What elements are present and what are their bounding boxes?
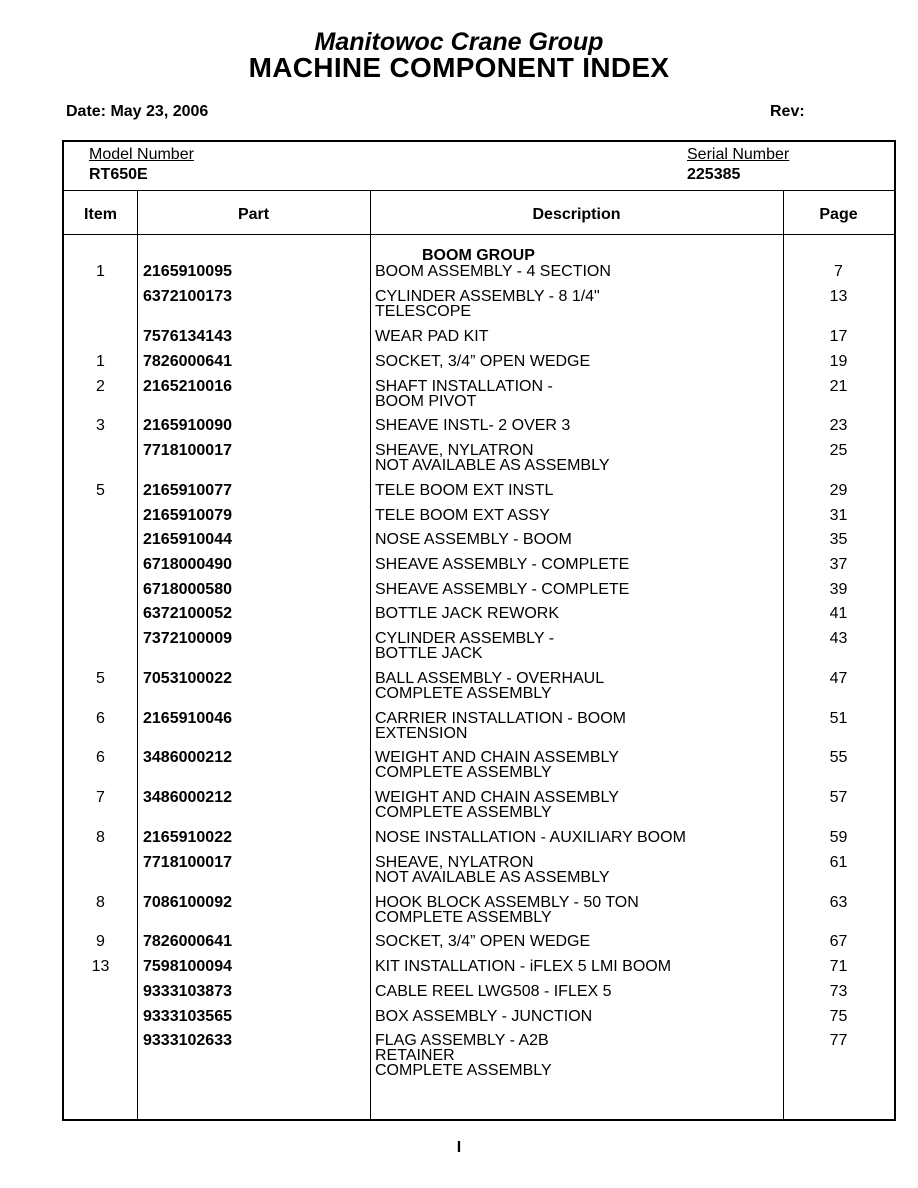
part-number: 2165910095 bbox=[143, 263, 232, 280]
page-number-cell: 23 bbox=[829, 417, 848, 434]
part-number: 7053100022 bbox=[143, 670, 232, 687]
page-number-cell: 43 bbox=[829, 630, 848, 647]
part-description: BALL ASSEMBLY - OVERHAUL COMPLETE ASSEMBLY bbox=[375, 670, 605, 702]
part-description: SHEAVE INSTL- 2 OVER 3 bbox=[375, 417, 571, 434]
part-description: KIT INSTALLATION - iFLEX 5 LMI BOOM bbox=[375, 958, 672, 975]
part-number: 6718000580 bbox=[143, 581, 232, 598]
page-number-cell: 21 bbox=[829, 378, 848, 395]
page-number-cell: 57 bbox=[829, 789, 848, 806]
page-number-cell: 71 bbox=[829, 958, 848, 975]
page-number-cell: 75 bbox=[829, 1008, 848, 1025]
header-divider bbox=[64, 234, 894, 235]
item-number: 8 bbox=[96, 894, 105, 911]
part-description: TELE BOOM EXT INSTL bbox=[375, 482, 554, 499]
part-description: BOX ASSEMBLY - JUNCTION bbox=[375, 1008, 593, 1025]
part-number: 7372100009 bbox=[143, 630, 232, 647]
page-number-cell: 35 bbox=[829, 531, 848, 548]
part-number: 6372100052 bbox=[143, 605, 232, 622]
page-number-cell: 25 bbox=[829, 442, 848, 459]
item-number: 8 bbox=[96, 829, 105, 846]
part-description: SHAFT INSTALLATION - BOOM PIVOT bbox=[375, 378, 553, 410]
page-number-cell: 67 bbox=[829, 933, 848, 950]
item-number: 6 bbox=[96, 749, 105, 766]
part-description: WEAR PAD KIT bbox=[375, 328, 489, 345]
part-number: 2165910090 bbox=[143, 417, 232, 434]
page-number-cell: 13 bbox=[829, 288, 848, 305]
page-number-cell: 31 bbox=[829, 507, 848, 524]
component-index-table bbox=[62, 140, 896, 1121]
page-number-cell: 77 bbox=[829, 1032, 848, 1049]
page-number-cell: 41 bbox=[829, 605, 848, 622]
part-description: SOCKET, 3/4” OPEN WEDGE bbox=[375, 353, 591, 370]
serial-number-value: 225385 bbox=[687, 166, 741, 183]
part-description: TELE BOOM EXT ASSY bbox=[375, 507, 550, 524]
page-number-cell: 59 bbox=[829, 829, 848, 846]
part-description: BOTTLE JACK REWORK bbox=[375, 605, 560, 622]
column-header-part: Part bbox=[237, 206, 270, 223]
part-description: SHEAVE ASSEMBLY - COMPLETE bbox=[375, 581, 630, 598]
part-number: 2165910046 bbox=[143, 710, 232, 727]
model-number-label: Model Number bbox=[89, 146, 194, 163]
part-description: WEIGHT AND CHAIN ASSEMBLY COMPLETE ASSEMBLY bbox=[375, 749, 619, 781]
item-number: 3 bbox=[96, 417, 105, 434]
part-description: WEIGHT AND CHAIN ASSEMBLY COMPLETE ASSEMBLY bbox=[375, 789, 619, 821]
part-number: 7718100017 bbox=[143, 442, 232, 459]
part-number: 3486000212 bbox=[143, 789, 232, 806]
part-number: 2165910079 bbox=[143, 507, 232, 524]
part-number: 7576134143 bbox=[143, 328, 232, 345]
part-number: 7718100017 bbox=[143, 854, 232, 871]
part-description: CYLINDER ASSEMBLY - BOTTLE JACK bbox=[375, 630, 555, 662]
part-number: 3486000212 bbox=[143, 749, 232, 766]
item-number: 1 bbox=[96, 353, 105, 370]
item-number: 13 bbox=[91, 958, 110, 975]
part-description: FLAG ASSEMBLY - A2B RETAINER COMPLETE ASSEMBLY bbox=[375, 1032, 552, 1079]
part-number: 2165910022 bbox=[143, 829, 232, 846]
item-number: 1 bbox=[96, 263, 105, 280]
part-description: CABLE REEL LWG508 - IFLEX 5 bbox=[375, 983, 612, 1000]
page-number-cell: 17 bbox=[829, 328, 848, 345]
part-number: 9333102633 bbox=[143, 1032, 232, 1049]
item-number: 7 bbox=[96, 789, 105, 806]
part-description: NOSE ASSEMBLY - BOOM bbox=[375, 531, 572, 548]
item-number: 6 bbox=[96, 710, 105, 727]
part-number: 7826000641 bbox=[143, 353, 232, 370]
info-divider bbox=[64, 190, 894, 191]
page-number-cell: 47 bbox=[829, 670, 848, 687]
page-number-cell: 73 bbox=[829, 983, 848, 1000]
page-number-cell: 29 bbox=[829, 482, 848, 499]
page-number-cell: 63 bbox=[829, 894, 848, 911]
column-header-page: Page bbox=[819, 206, 858, 223]
part-description: BOOM ASSEMBLY - 4 SECTION bbox=[375, 263, 611, 280]
part-description: NOSE INSTALLATION - AUXILIARY BOOM bbox=[375, 829, 686, 846]
part-description: SHEAVE, NYLATRON NOT AVAILABLE AS ASSEMBLY bbox=[375, 442, 610, 474]
part-description: SHEAVE ASSEMBLY - COMPLETE bbox=[375, 556, 630, 573]
page-number-cell: 55 bbox=[829, 749, 848, 766]
item-number: 9 bbox=[96, 933, 105, 950]
page-number-cell: 7 bbox=[834, 263, 843, 280]
part-description: HOOK BLOCK ASSEMBLY - 50 TON COMPLETE ASSEMBLY bbox=[375, 894, 639, 926]
serial-number-label: Serial Number bbox=[687, 146, 790, 163]
part-number: 9333103565 bbox=[143, 1008, 232, 1025]
part-column-divider bbox=[370, 190, 371, 1119]
part-number: 6718000490 bbox=[143, 556, 232, 573]
page-number: I bbox=[456, 1139, 462, 1156]
item-number: 2 bbox=[96, 378, 105, 395]
group-title: BOOM GROUP bbox=[422, 247, 535, 264]
part-number: 7086100092 bbox=[143, 894, 232, 911]
part-number: 9333103873 bbox=[143, 983, 232, 1000]
part-number: 7598100094 bbox=[143, 958, 232, 975]
date-label: Date: May 23, 2006 bbox=[66, 103, 209, 120]
part-description: CARRIER INSTALLATION - BOOM EXTENSION bbox=[375, 710, 626, 742]
part-number: 6372100173 bbox=[143, 288, 232, 305]
page-number-cell: 51 bbox=[829, 710, 848, 727]
part-description: CYLINDER ASSEMBLY - 8 1/4" TELESCOPE bbox=[375, 288, 600, 320]
part-number: 2165910077 bbox=[143, 482, 232, 499]
item-number: 5 bbox=[96, 482, 105, 499]
part-description: SOCKET, 3/4” OPEN WEDGE bbox=[375, 933, 591, 950]
rev-label: Rev: bbox=[770, 103, 805, 120]
page-number-cell: 37 bbox=[829, 556, 848, 573]
part-number: 2165210016 bbox=[143, 378, 232, 395]
model-number-value: RT650E bbox=[89, 166, 148, 183]
company-name: Manitowoc Crane Group bbox=[314, 28, 604, 56]
page-number-cell: 39 bbox=[829, 581, 848, 598]
item-number: 5 bbox=[96, 670, 105, 687]
part-number: 7826000641 bbox=[143, 933, 232, 950]
column-header-description: Description bbox=[532, 206, 621, 223]
part-number: 2165910044 bbox=[143, 531, 232, 548]
page-number-cell: 61 bbox=[829, 854, 848, 871]
item-column-divider bbox=[137, 190, 138, 1119]
part-description: SHEAVE, NYLATRON NOT AVAILABLE AS ASSEMBLY bbox=[375, 854, 610, 886]
column-header-item: Item bbox=[84, 206, 117, 223]
page-number-cell: 19 bbox=[829, 353, 848, 370]
page-title: MACHINE COMPONENT INDEX bbox=[248, 52, 670, 83]
